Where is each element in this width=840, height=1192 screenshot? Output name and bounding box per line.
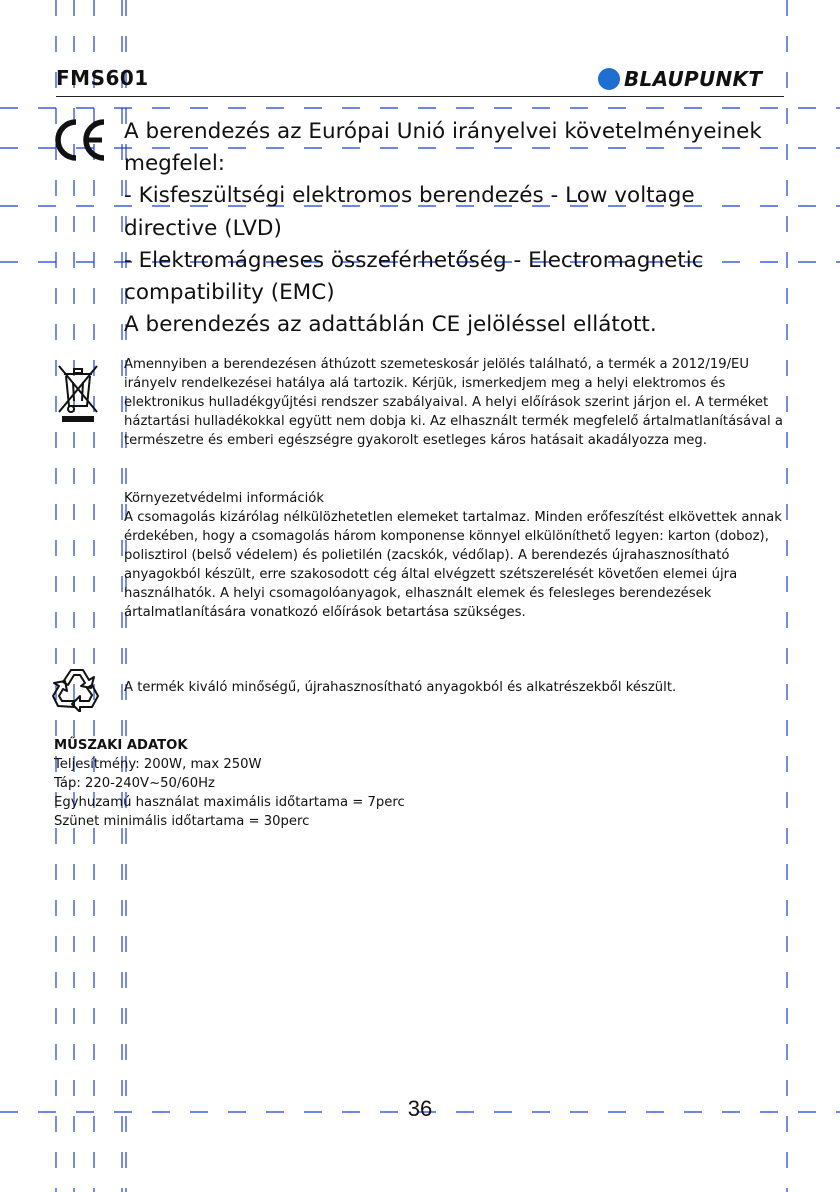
ce-line: - Elektromágneses összeférhetőség - Electromagnetic compatibility (EMC) xyxy=(124,247,704,306)
technical-data-line: Szünet minimális időtartama = 30perc xyxy=(54,814,310,829)
ce-line: A berendezés az adattáblán CE jelöléssel ellátott. xyxy=(124,312,657,338)
ce-compliance-notice xyxy=(124,116,784,341)
brand-name: BLAUPUNKT xyxy=(624,67,763,91)
recycle-text: A termék kiváló minőségű, újrahasznosítható anyagokból és alkatrészekből készült. xyxy=(124,680,677,695)
recycling-symbol-icon xyxy=(52,666,102,712)
header-divider xyxy=(56,96,784,97)
ce-line: - Kisfeszültségi elektromos berendezés - Low voltage directive (LVD) xyxy=(124,183,695,241)
ce-line: A berendezés az Európai Unió irányelvei követelményeinek megfelel: xyxy=(124,119,762,177)
technical-data-line: Egyhuzamú használat maximális időtartama = 7perc xyxy=(54,795,405,810)
technical-data-line: Táp: 220-240V~50/60Hz xyxy=(54,776,215,791)
brand-logo xyxy=(598,66,762,92)
brand-dot-icon xyxy=(598,68,620,90)
technical-data xyxy=(54,736,454,831)
model-name: FMS601 xyxy=(56,66,149,90)
crossed-out-wheelie-bin-icon xyxy=(56,360,100,424)
environment-heading: Környezetvédelmi információk xyxy=(124,491,324,506)
technical-data-line: Teljesítmény: 200W, max 250W xyxy=(54,757,262,772)
technical-data-title: MŰSZAKI ADATOK xyxy=(54,738,188,753)
weee-disposal-text: Amennyiben a berendezésen áthúzott szemeteskosár jelölés található, a termék a 2012/19/EU irányelv rendelkezései hatálya alá tartozik. Kérjük, ismerkedjem meg a helyi elektromos és elektronikus hulladékgyűjtési rendszer szabályaival. A helyi előírások szerint járjon el. A terméket háztartási hulladékokkal együtt nem dobja ki. Az elhasznált termék megfelelő ártalmatlanításával a természetre és emberi egészségre gyakorolt esetleges káros hatásait akadályozza meg. xyxy=(124,357,783,448)
page-number: 36 xyxy=(407,1096,433,1121)
ce-mark-icon xyxy=(52,118,108,162)
environment-text: A csomagolás kizárólag nélkülözhetetlen elemeket tartalmaz. Minden erőfeszítést elkövettek annak érdekében, hogy a csomagolás három komponense könnyel elkülöníthető legyen: karton (doboz), polisztirol (belső védelem) és polietilén (zacskók, védőlap). A berendezés újrahasznosítható anyagokból készült, erre szakosodott cég által elvégzett szétszerelését követően elemei újra használhatók. A helyi csomagolóanyagok, elhasznált elemek és felesleges berendezések ártalmatlanítására vonatkozó előírások betartása szükséges. xyxy=(124,510,782,620)
